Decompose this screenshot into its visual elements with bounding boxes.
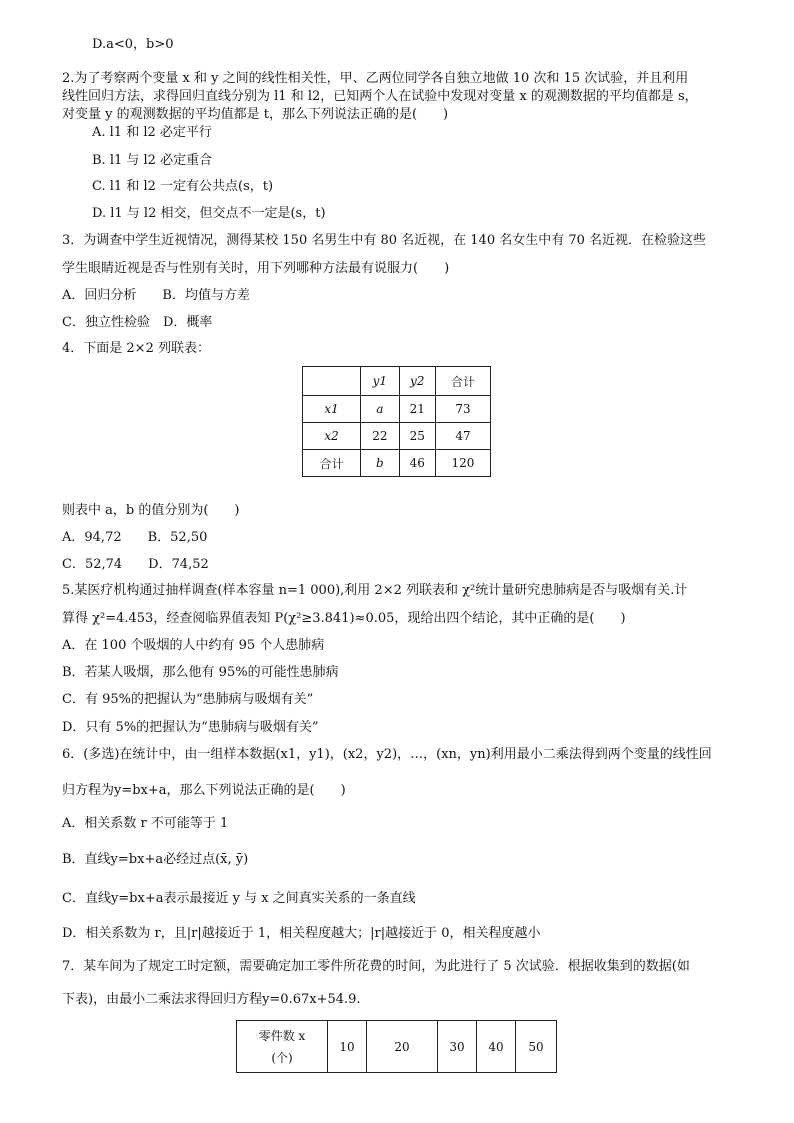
- table-cell: y2: [399, 367, 435, 396]
- q4-options-cd: C．52,74 D．74,52: [62, 557, 209, 572]
- table-cell: 120: [435, 450, 490, 477]
- q3-line2: 学生眼睛近视是否与性别有关时，用下列哪种方法最有说服力( ): [62, 261, 450, 276]
- table-cell: 21: [399, 396, 435, 423]
- q5-option-a: A．在 100 个吸烟的人中约有 95 个人患肺病: [62, 638, 325, 653]
- table-cell: 46: [399, 450, 435, 477]
- table-cell: 40: [477, 1021, 516, 1073]
- table-cell: 25: [399, 423, 435, 450]
- q6-option-c: C．直线y=bx+a表示最接近 y 与 x 之间真实关系的一条直线: [62, 891, 416, 906]
- table-cell: x1: [303, 396, 361, 423]
- q4-options-ab: A．94,72 B．52,50: [62, 530, 208, 545]
- q6-option-d: D．相关系数为 r，且|r|越接近于 1，相关程度越大；|r|越接近于 0，相关程度越小: [62, 926, 541, 941]
- table-cell: 30: [438, 1021, 477, 1073]
- parts-data-table: [236, 1020, 557, 1073]
- table-cell: b: [361, 450, 399, 477]
- table-cell: 22: [361, 423, 399, 450]
- q2-line3: 对变量 y 的观测数据的平均值都是 t，那么下列说法正确的是( ): [62, 107, 449, 122]
- q3-options-ab: A．回归分析 B．均值与方差: [62, 288, 250, 303]
- table-cell: 20: [367, 1021, 438, 1073]
- table-cell: 73: [435, 396, 490, 423]
- q4-question: 则表中 a，b 的值分别为( ): [62, 503, 240, 518]
- q2-option-a: A. l1 和 l2 必定平行: [92, 125, 212, 140]
- q5-option-d: D．只有 5%的把握认为“患肺病与吸烟有关”: [62, 720, 319, 735]
- table-cell: 合计: [435, 367, 490, 396]
- q5-option-b: B．若某人吸烟，那么他有 95%的可能性患肺病: [62, 665, 339, 680]
- q6-line1: 6．(多选)在统计中，由一组样本数据(x1，y1)，(x2，y2)，…，(xn，yn)利用最小二乘法得到两个变量的线性回: [62, 747, 712, 762]
- q3-options-cd: C．独立性检验 D．概率: [62, 315, 213, 330]
- table-cell: 47: [435, 423, 490, 450]
- table-cell: 50: [516, 1021, 557, 1073]
- q5-option-c: C．有 95%的把握认为“患肺病与吸烟有关”: [62, 692, 314, 707]
- q3-line1: 3．为调查中学生近视情况，测得某校 150 名男生中有 80 名近视，在 140 名女生中有 70 名近视．在检验这些: [62, 233, 707, 248]
- q6-option-a: A．相关系数 r 不可能等于 1: [62, 816, 229, 831]
- q2-option-c: C. l1 和 l2 一定有公共点(s，t): [92, 179, 274, 194]
- q5-line1: 5.某医疗机构通过抽样调查(样本容量 n=1 000),利用 2×2 列联表和 χ²统计量研究患肺病是否与吸烟有关.计: [62, 583, 688, 598]
- table-cell: x2: [303, 423, 361, 450]
- option-d-q1: D.a<0，b>0: [92, 37, 174, 52]
- table-cell: a: [361, 396, 399, 423]
- q7-line2: 下表)，由最小二乘法求得回归方程y=0.67x+54.9.: [62, 992, 361, 1007]
- q2-option-d: D. l1 与 l2 相交，但交点不一定是(s，t): [92, 206, 326, 221]
- table-cell: 合计: [303, 450, 361, 477]
- q2-line2: 线性回归方法，求得回归直线分别为 l1 和 l2，已知两个人在试验中发现对变量 x 的观测数据的平均值都是 s，: [62, 89, 698, 104]
- q5-line2: 算得 χ²=4.453，经查阅临界值表知 P(χ²≥3.841)≈0.05，现给出四个结论，其中正确的是( ): [62, 611, 626, 626]
- q6-option-b: B．直线y=bx+a必经过点(x̄, ȳ): [62, 852, 249, 867]
- q4-title: 4．下面是 2×2 列联表：: [62, 341, 210, 356]
- q7-line1: 7．某车间为了规定工时定额，需要确定加工零件所花费的时间，为此进行了 5 次试验．根据收集到的数据(如: [62, 959, 690, 974]
- q6-line2: 归方程为y=bx+a，那么下列说法正确的是( ): [62, 783, 346, 798]
- table-cell: [303, 367, 361, 396]
- table-cell: y1: [361, 367, 399, 396]
- contingency-table: [302, 366, 491, 477]
- q2-option-b: B. l1 与 l2 必定重合: [92, 153, 213, 168]
- table-cell: 零件数 x (个): [237, 1021, 328, 1073]
- table-cell: 10: [328, 1021, 367, 1073]
- q2-line1: 2.为了考察两个变量 x 和 y 之间的线性相关性，甲、乙两位同学各自独立地做 10 次和 15 次试验，并且利用: [62, 71, 689, 86]
